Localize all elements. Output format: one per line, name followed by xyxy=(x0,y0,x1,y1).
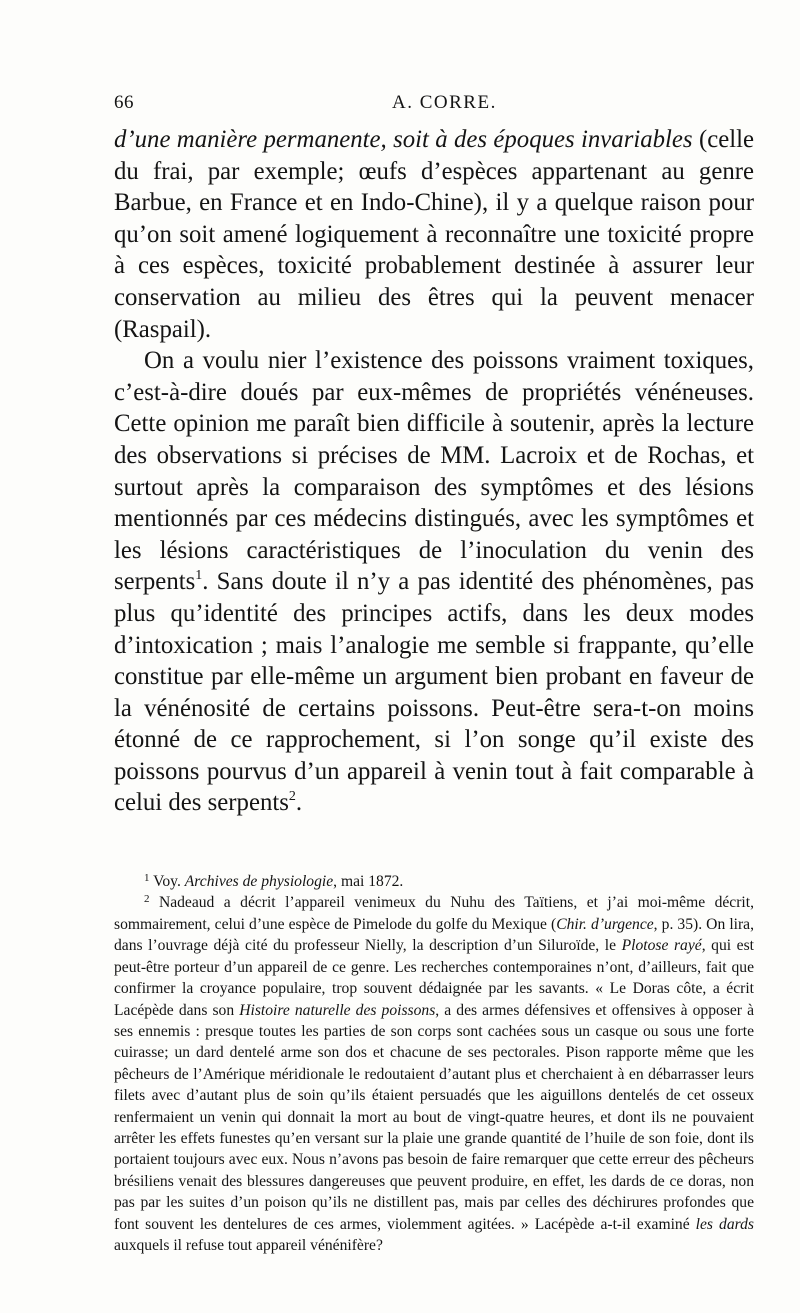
paragraph-1 xyxy=(114,124,754,345)
footnote-1-emphasis: Archives de physiologie xyxy=(184,873,334,891)
footnote-2-text-d: , a des armes défensives et offensives à opposer à ses ennemis : presque toutes les parties de son corps sont cachées sous un casque ou sous une forte cuirasse; un dard dentelé arme son dos et chacune de ses pectorales. Pison rapporte même que les pêcheurs de l’Amérique méridionale le redoutaient d’autant plus et cherchaient à en débarrasser leurs filets avec d’autant plus de soin qu’ils étaient persuadés que les aiguillons dentelés de cet osseux renfermaient un venin qui donnait la mort au bout de vingt-quatre heures, et dont ils ne pouvaient arrêter les effets funestes qu’en versant sur la plaie une grande quantité de l’huile de son foie, dont ils portaient toujours avec eux. Nous n’avons pas besoin de faire remarquer que cette erreur des pêcheurs brésiliens venait des blessures dangereuses que peuvent produire, en effet, les dards de ce doras, non pas par les suites d’un poison qu’ils ne distillent pas, mais par celles des déchirures profondes que font souvent les dentelures de ces armes, violemment agitées. » Lacépède a-t-il examiné xyxy=(114,1001,755,1233)
footnote-2-text-e: auxquels il refuse tout appareil vénénifère? xyxy=(114,1236,383,1254)
footnote-2-emphasis-3: Histoire naturelle des poissons xyxy=(239,1001,436,1019)
footnote-1-mark: 1 xyxy=(144,872,150,885)
paragraph-2 xyxy=(114,345,754,819)
footnote-2-mark: 2 xyxy=(144,893,150,906)
page-header xyxy=(114,84,754,124)
running-head: A. CORRE. xyxy=(392,92,497,113)
footnote-ref-2[interactable]: 2 xyxy=(288,789,296,805)
paragraph-1-emphasis: d’une manière permanente, soit à des époques invariables xyxy=(114,126,693,153)
footnote-2-text-b: , p. 35). On lira, dans l’ouvrage déjà cité du professeur Nielly, la description d’un Siluroïde, le xyxy=(114,915,754,955)
footnote-1-text-b: , mai 1872. xyxy=(333,873,404,891)
footnote-1-text-a: Voy. xyxy=(153,873,185,891)
main-text xyxy=(114,124,754,819)
paragraph-2-text-b: . Sans doute il n’y a pas identité des phénomènes, pas plus qu’identité des principes actifs, dans les deux modes d’intoxication ; mais l’analogie me semble si frappante, qu’elle constitue par elle-même un argument bien probant en faveur de la vénénosité de certains poissons. Peut-être sera-t-on moins étonné de ce rapprochement, si l’on songe qu’il existe des poissons pourvus d’un appareil à venin tout à fait comparable à celui des serpents xyxy=(114,568,754,817)
footnote-2-emphasis-2: Plotose rayé xyxy=(621,937,702,955)
footnote-1 xyxy=(114,871,754,892)
footnote-2-text-c: , qui est peut-être porteur d’un appareil de ce genre. Les recherches contemporaines n’ont, d’ailleurs, fait que confirmer la croyance populaire, trop souvent dédaignée par les savants. « Le Doras côte, a écrit Lacépède dans son xyxy=(114,937,754,1019)
footnote-2-emphasis-1: Chir. d’urgence xyxy=(556,915,654,933)
paragraph-1-text: (celle du frai, par exemple; œufs d’espèces appartenant au genre Barbue, en France et en Indo-Chine), il y a quelque raison pour qu’on soit amené logiquement à reconnaître une toxicité propre à ces espèces, toxicité probablement destinée à assurer leur conservation au milieu des êtres qui la peuvent menacer (Raspail). xyxy=(114,126,754,343)
footnotes xyxy=(114,871,754,1256)
footnote-2-text-a: Nadeaud a décrit l’appareil venimeux du Nuhu des Taïtiens, et j’ai moi-même décrit, sommairement, celui d’une espèce de Pimelode du golfe du Mexique ( xyxy=(114,894,754,933)
paragraph-2-text-c: . xyxy=(295,789,303,817)
footnote-2 xyxy=(114,892,754,1256)
footnote-ref-1[interactable]: 1 xyxy=(195,568,203,584)
book-page xyxy=(114,84,754,1256)
footnote-2-emphasis-4: les dards xyxy=(695,1215,754,1233)
page-number: 66 xyxy=(114,92,134,113)
paragraph-2-text-a: On a voulu nier l’existence des poissons vraiment toxiques, c’est-à-dire doués par eux-mêmes de propriétés vénéneuses. Cette opinion me paraît bien difficile à soutenir, après la lecture des observations si précises de MM. Lacroix et de Rochas, et surtout après la comparaison des symptômes et des lésions mentionnés par ces médecins distingués, avec les symptômes et les lésions caractéristiques de l’inoculation du venin des serpents xyxy=(114,347,754,596)
